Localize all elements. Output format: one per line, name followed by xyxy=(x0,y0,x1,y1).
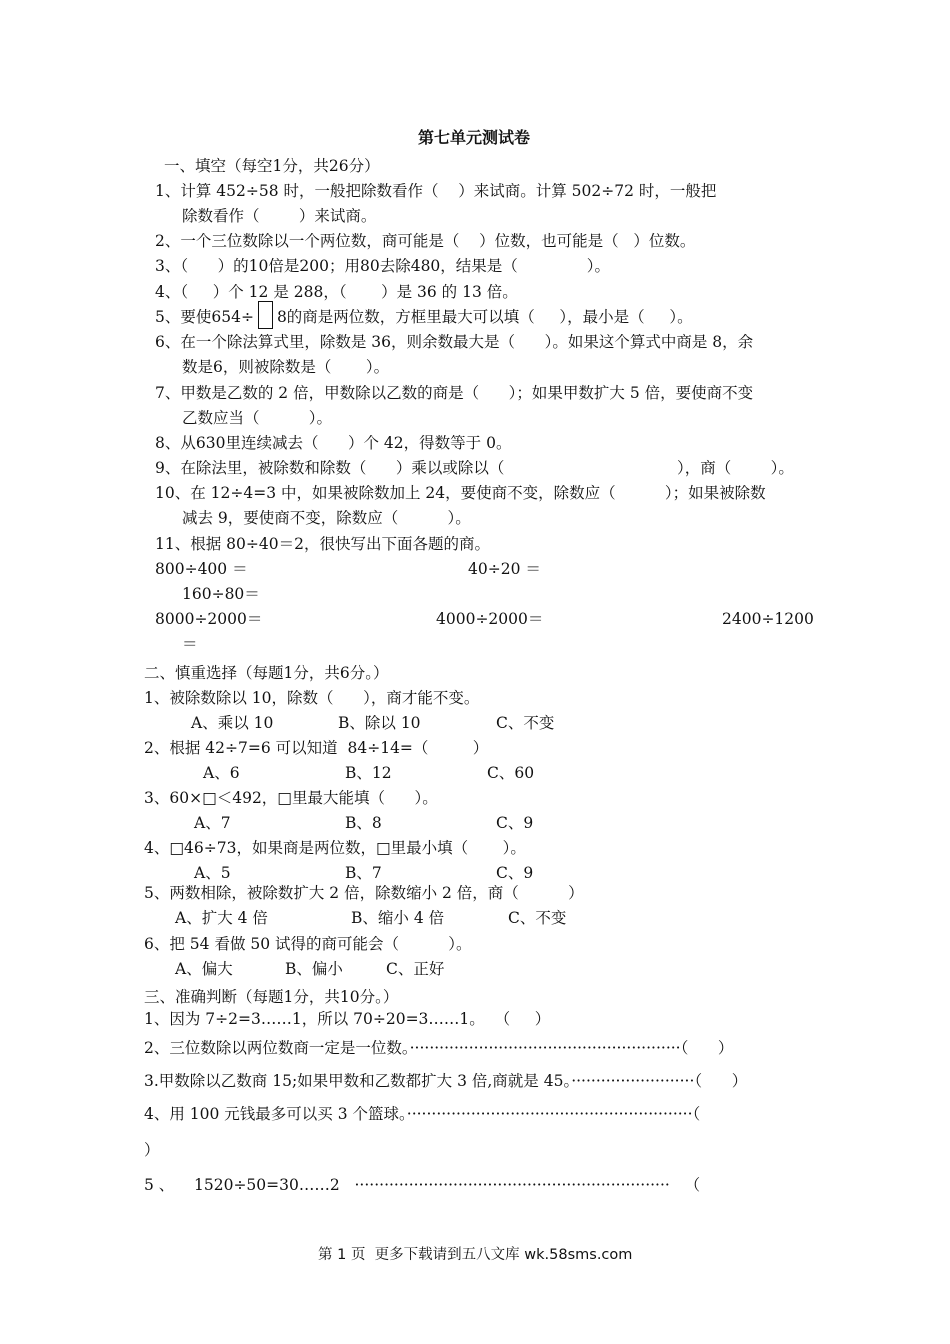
expression-4: 8000÷2000＝ xyxy=(155,610,263,628)
expression-6-equals: ＝ xyxy=(182,635,198,653)
question-1-9-part-1: 9、在除法里，被除数和除数（ ）乘以或除以（ xyxy=(155,459,505,477)
section-2-heading: 二、慎重选择（每题1分，共6分。） xyxy=(144,664,389,682)
option-c: C、不变 xyxy=(496,714,555,732)
judgment-1: 1、因为 7÷2=3……1，所以 70÷20=3……1。 （ ） xyxy=(144,1010,551,1028)
option-b: B、偏小 xyxy=(285,960,343,978)
question-1-2: 2、一个三位数除以一个两位数，商可能是（ ）位数，也可能是（ ）位数。 xyxy=(155,232,696,250)
expression-2: 40÷20 ＝ xyxy=(468,560,541,578)
judgment-4-close: ） xyxy=(144,1141,160,1159)
option-a: A、6 xyxy=(203,764,240,782)
judgment-5: 5 、 1520÷50=30……2 ································································ （ xyxy=(144,1176,701,1194)
option-a: A、5 xyxy=(194,864,231,882)
question-2-4: 4、□46÷73，如果商是两位数，□里最小填（ ）。 xyxy=(144,839,526,857)
judgment-4: 4、用 100 元钱最多可以买 3 个篮球。··························································（ xyxy=(144,1105,701,1123)
question-1-1-line-1: 1、计算 452÷58 时，一般把除数看作（ ）来试商。计算 502÷72 时，一般把 xyxy=(155,182,717,200)
question-2-5: 5、两数相除，被除数扩大 2 倍，除数缩小 2 倍，商（ ） xyxy=(144,884,584,902)
question-1-5-part-1: 5、要使654÷ xyxy=(155,308,254,326)
option-c: C、正好 xyxy=(386,960,445,978)
question-2-1: 1、被除数除以 10，除数（ ），商才能不变。 xyxy=(144,689,480,707)
option-b: B、除以 10 xyxy=(338,714,421,732)
question-1-5-part-2: 8的商是两位数，方框里最大可以填（ ），最小是（ ）。 xyxy=(276,308,693,326)
option-b: B、7 xyxy=(345,864,382,882)
page-footer: 第 1 页 更多下载请到五八文库 wk.58sms.com xyxy=(318,1247,633,1263)
option-a: A、扩大 4 倍 xyxy=(175,909,268,927)
option-b: B、缩小 4 倍 xyxy=(351,909,445,927)
section-1-heading: 一、填空（每空1分，共26分） xyxy=(164,157,380,175)
question-2-6: 6、把 54 看做 50 试得的商可能会（ ）。 xyxy=(144,935,472,953)
option-a: A、7 xyxy=(194,814,231,832)
judgment-2: 2、三位数除以两位数商一定是一位数。·······················································（ ） xyxy=(144,1039,734,1057)
judgment-3: 3.甲数除以乙数商 15;如果甲数和乙数都扩大 3 倍,商就是 45。·························（ ） xyxy=(144,1072,748,1090)
option-c: C、9 xyxy=(496,864,534,882)
question-1-10-line-1: 10、在 12÷4=3 中，如果被除数加上 24，要使商不变，除数应（ ）；如果被除数 xyxy=(155,484,766,502)
expression-1: 800÷400 ＝ xyxy=(155,560,248,578)
option-c: C、9 xyxy=(496,814,534,832)
question-1-9-part-2: ），商（ ）。 xyxy=(677,459,794,477)
section-3-heading: 三、准确判断（每题1分，共10分。） xyxy=(144,988,399,1006)
expression-5: 4000÷2000＝ xyxy=(436,610,544,628)
answer-box xyxy=(258,301,273,329)
page-title: 第七单元测试卷 xyxy=(418,128,531,147)
question-1-6-line-2: 数是6，则被除数是（ ）。 xyxy=(182,358,390,376)
question-1-7-line-1: 7、甲数是乙数的 2 倍，甲数除以乙数的商是（ ）；如果甲数扩大 5 倍，要使商不变 xyxy=(155,384,754,402)
question-2-3: 3、60×□＜492，□里最大能填（ ）。 xyxy=(144,789,438,807)
expression-3: 160÷80＝ xyxy=(182,585,260,603)
question-1-11: 11、根据 80÷40＝2，很快写出下面各题的商。 xyxy=(155,535,490,553)
question-1-1-line-2: 除数看作（ ）来试商。 xyxy=(182,207,377,225)
question-2-2: 2、根据 42÷7=6 可以知道 84÷14=（ ） xyxy=(144,739,489,757)
question-1-7-line-2: 乙数应当（ ）。 xyxy=(182,409,333,427)
option-a: A、乘以 10 xyxy=(191,714,274,732)
question-1-10-line-2: 减去 9，要使商不变，除数应（ ）。 xyxy=(182,509,471,527)
option-c: C、60 xyxy=(487,764,535,782)
question-1-8: 8、从630里连续减去（ ）个 42，得数等于 0。 xyxy=(155,434,512,452)
option-c: C、不变 xyxy=(508,909,567,927)
question-1-6-line-1: 6、在一个除法算式里，除数是 36，则余数最大是（ ）。如果这个算式中商是 8，余 xyxy=(155,333,754,351)
expression-6: 2400÷1200 xyxy=(722,610,814,628)
question-1-4: 4、（ ）个 12 是 288，（ ）是 36 的 13 倍。 xyxy=(155,283,518,301)
question-1-3: 3、（ ）的10倍是200；用80去除480，结果是（ ）。 xyxy=(155,257,611,275)
question-1-5 xyxy=(155,307,693,329)
option-b: B、12 xyxy=(345,764,392,782)
option-b: B、8 xyxy=(345,814,382,832)
option-a: A、偏大 xyxy=(175,960,233,978)
